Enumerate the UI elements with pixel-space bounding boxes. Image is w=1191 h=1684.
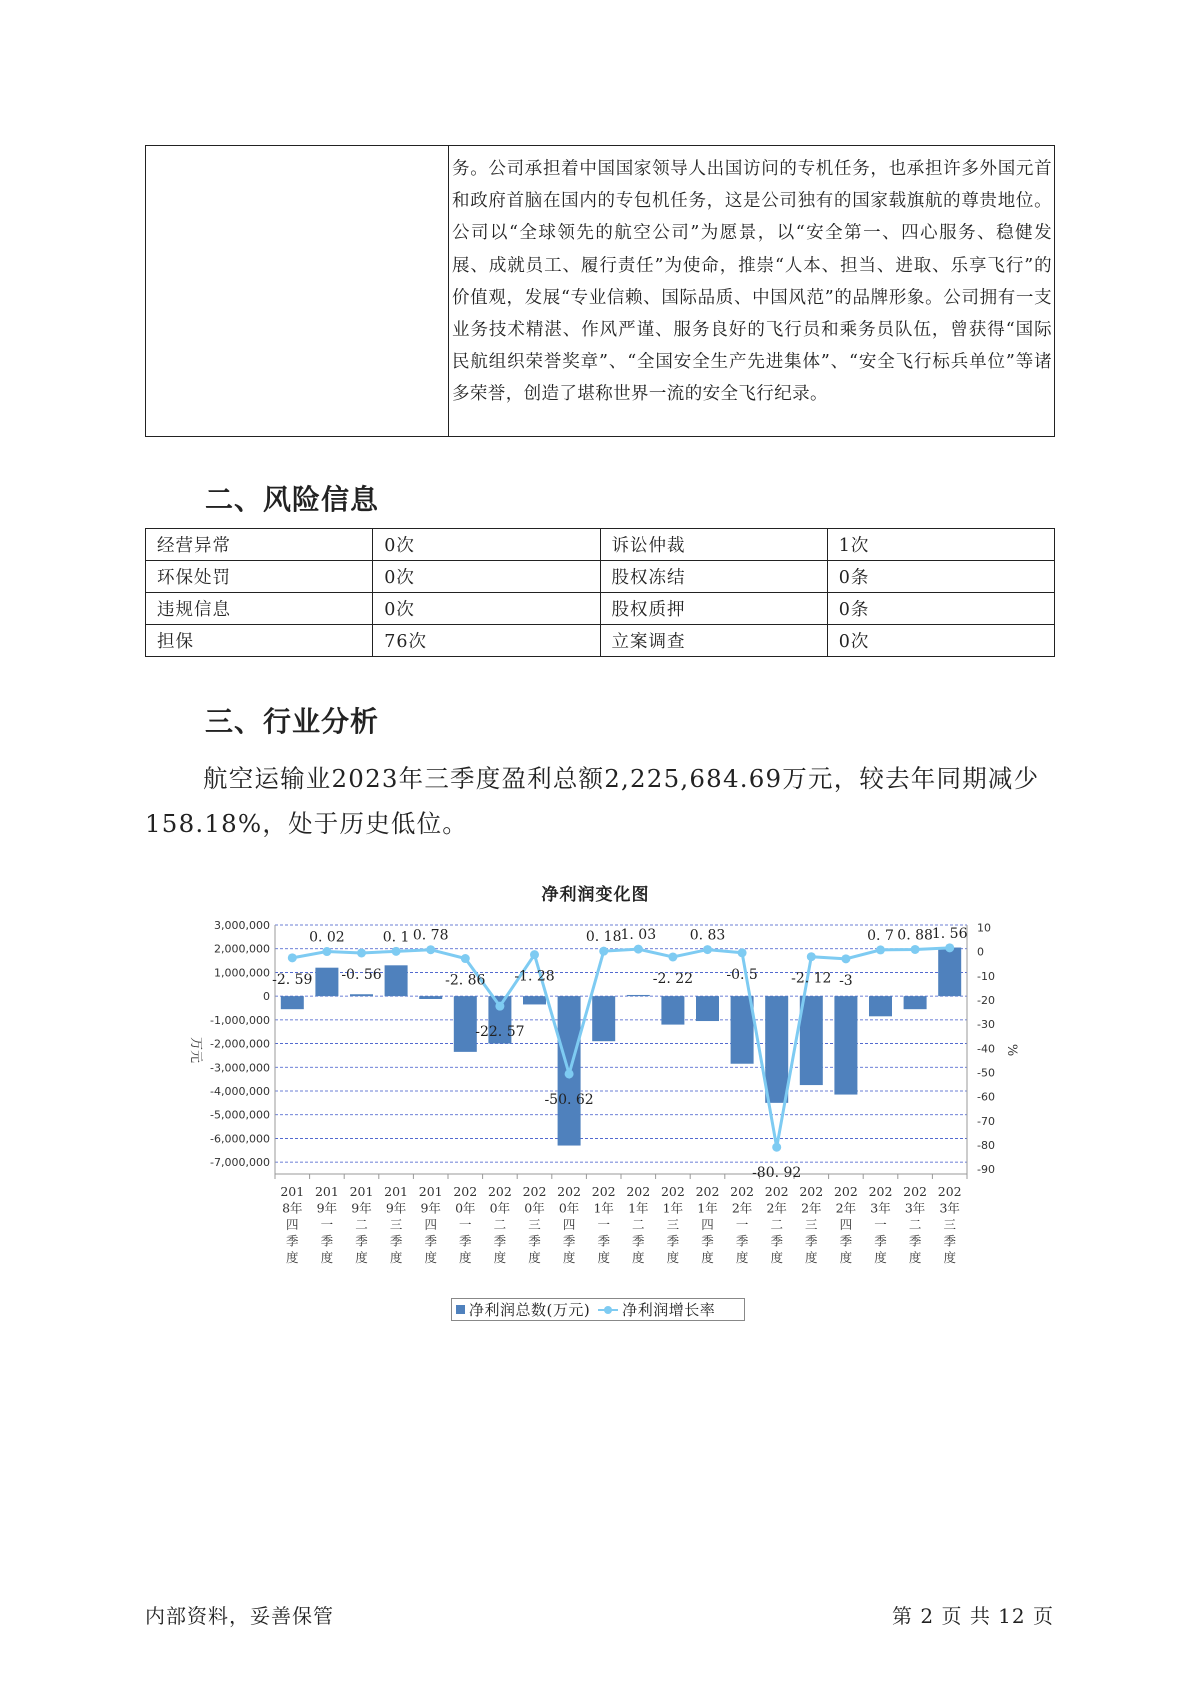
x-tick-label: 202 [453, 1184, 478, 1199]
x-tick-label: 度 [735, 1250, 749, 1265]
x-tick-label: 季 [493, 1233, 507, 1249]
bar [454, 996, 477, 1052]
x-tick-label: 度 [355, 1250, 368, 1265]
y-tick-label: -6,000,000 [210, 1132, 270, 1146]
x-tick-label: 202 [557, 1184, 582, 1199]
y2-tick-label: -50 [977, 1066, 995, 1080]
x-tick-label: 季 [666, 1233, 680, 1249]
x-tick-label: 度 [701, 1250, 714, 1265]
x-tick-label: 三 [666, 1217, 680, 1232]
growth-point [703, 945, 712, 954]
bar [419, 996, 442, 999]
x-tick-label: 1年 [628, 1200, 649, 1216]
growth-point [668, 952, 677, 961]
x-tick-label: 3年 [904, 1200, 926, 1216]
data-label: -3 [839, 972, 853, 989]
growth-point [841, 954, 850, 963]
data-label: 0. 02 [309, 929, 345, 946]
legend-item-bar [456, 1299, 590, 1320]
growth-point [426, 945, 435, 954]
data-label: -2. 12 [791, 970, 832, 987]
x-tick-label: 季 [562, 1233, 576, 1249]
x-tick-label: 四 [839, 1217, 853, 1232]
y2-tick-label: -20 [977, 993, 995, 1007]
x-tick-label: 季 [770, 1233, 783, 1249]
data-label: -22. 57 [475, 1024, 525, 1041]
bar [696, 996, 719, 1021]
x-tick-label: 度 [424, 1250, 437, 1265]
x-tick-label: 季 [943, 1233, 956, 1249]
growth-point [392, 947, 401, 956]
risk-label: 担保 [146, 625, 373, 657]
intro-text-cell [449, 146, 1055, 437]
legend-label: 净利润增长率 [622, 1301, 716, 1319]
bar [281, 996, 304, 1009]
x-tick-label: 二 [493, 1217, 507, 1232]
data-label: 1. 56 [931, 925, 968, 942]
x-tick-label: 201 [384, 1184, 409, 1199]
y-tick-label: -2,000,000 [210, 1037, 270, 1051]
bar [869, 996, 892, 1016]
y2-tick-label: -90 [977, 1163, 995, 1177]
y-tick-label: 0 [263, 990, 270, 1004]
x-tick-label: 202 [937, 1184, 962, 1199]
y2-tick-label: -30 [977, 1018, 995, 1032]
table-row [146, 529, 1055, 561]
x-tick-label: 度 [597, 1250, 610, 1265]
x-tick-label: 度 [493, 1250, 507, 1265]
x-tick-label: 季 [389, 1233, 403, 1249]
risk-label: 股权质押 [600, 593, 827, 625]
risk-heading: 二、风险信息 [205, 483, 380, 516]
x-tick-label: 季 [805, 1233, 818, 1249]
x-tick-label: 四 [701, 1217, 714, 1232]
risk-value: 0次 [373, 529, 600, 561]
x-tick-label: 0年 [489, 1200, 511, 1216]
x-tick-label: 季 [355, 1233, 368, 1249]
x-tick-label: 二 [632, 1217, 645, 1232]
risk-label: 环保处罚 [146, 561, 373, 593]
chart-legend [451, 1298, 745, 1321]
x-tick-label: 二 [770, 1217, 783, 1232]
bar [627, 995, 650, 996]
x-tick-label: 202 [522, 1184, 547, 1199]
x-tick-label: 季 [286, 1233, 299, 1249]
growth-point [599, 947, 608, 956]
bar [938, 948, 961, 997]
growth-point [565, 1069, 574, 1078]
y2-tick-label: -60 [977, 1090, 995, 1104]
x-tick-label: 202 [660, 1184, 685, 1199]
growth-point [357, 948, 366, 957]
growth-point [322, 947, 331, 956]
x-tick-label: 度 [943, 1250, 956, 1265]
bar [385, 965, 408, 996]
growth-point [945, 943, 954, 952]
x-tick-label: 度 [389, 1250, 403, 1265]
x-tick-label: 202 [868, 1184, 893, 1199]
x-tick-label: 四 [562, 1217, 576, 1232]
chart-title: 净利润变化图 [541, 885, 650, 905]
y-tick-label: -4,000,000 [210, 1085, 270, 1098]
x-tick-label: 9年 [316, 1200, 338, 1216]
x-tick-label: 度 [320, 1250, 334, 1265]
x-tick-label: 季 [597, 1233, 610, 1249]
x-tick-label: 202 [591, 1184, 616, 1199]
risk-label: 诉讼仲裁 [600, 529, 827, 561]
legend-bar-swatch [456, 1305, 465, 1314]
bar [904, 996, 927, 1009]
growth-point [495, 1002, 504, 1011]
data-label: -2. 86 [445, 972, 486, 989]
footer-note: 内部资料，妥善保管 [145, 1604, 334, 1628]
x-tick-label: 季 [874, 1233, 887, 1249]
growth-point [876, 945, 885, 954]
x-tick-label: 2年 [801, 1200, 822, 1216]
x-tick-label: 201 [418, 1184, 443, 1199]
x-tick-label: 三 [805, 1217, 818, 1232]
data-label: -2. 59 [272, 971, 313, 988]
x-tick-label: 三 [389, 1217, 403, 1232]
growth-point [772, 1143, 781, 1152]
table-row [146, 593, 1055, 625]
bar [765, 996, 788, 1103]
x-tick-label: 度 [874, 1250, 887, 1265]
x-tick-label: 季 [735, 1233, 749, 1249]
data-label: -2. 22 [652, 970, 694, 987]
y-tick-label: 3,000,000 [214, 919, 270, 932]
y-axis-title: 万元 [188, 1036, 203, 1064]
y2-tick-label: -80 [977, 1138, 995, 1152]
x-tick-label: 四 [286, 1217, 299, 1232]
data-label: -80. 92 [752, 1165, 802, 1182]
data-label: 0. 88 [897, 927, 933, 944]
bar [350, 994, 373, 996]
bar [315, 968, 338, 996]
risk-table [145, 528, 1055, 657]
x-tick-label: 202 [903, 1184, 928, 1199]
x-tick-label: 202 [833, 1184, 858, 1199]
growth-point [738, 948, 747, 957]
data-label: 0. 7 [867, 927, 894, 944]
industry-heading: 三、行业分析 [205, 705, 380, 738]
x-tick-label: 一 [735, 1217, 749, 1232]
data-label: 0. 83 [689, 927, 726, 944]
risk-label: 违规信息 [146, 593, 373, 625]
x-tick-label: 季 [528, 1233, 541, 1249]
x-tick-label: 202 [487, 1184, 512, 1199]
data-label: -0. 5 [726, 966, 758, 983]
net-profit-chart [180, 915, 1020, 1295]
x-tick-label: 二 [908, 1217, 922, 1232]
x-tick-label: 一 [597, 1217, 610, 1232]
legend-item-line [598, 1299, 715, 1320]
risk-value: 0次 [373, 593, 600, 625]
x-tick-label: 2年 [766, 1200, 787, 1216]
industry-paragraph: 航空运输业2023年三季度盈利总额2,225,684.69万元，较去年同期减少158.18%，处于历史低位。 [145, 764, 1040, 838]
y-tick-label: 1,000,000 [214, 966, 270, 980]
x-tick-label: 9年 [385, 1200, 407, 1216]
y-tick-label: 2,000,000 [214, 942, 270, 956]
x-tick-label: 2年 [731, 1200, 753, 1216]
x-tick-label: 季 [424, 1233, 437, 1249]
risk-value: 1次 [827, 529, 1054, 561]
data-label: 0. 18 [585, 929, 622, 946]
y2-tick-label: -10 [977, 969, 995, 983]
risk-value: 0条 [827, 593, 1054, 625]
risk-label: 经营异常 [146, 529, 373, 561]
y2-tick-label: -40 [977, 1042, 995, 1056]
x-tick-label: 二 [355, 1217, 368, 1232]
bar [834, 996, 857, 1094]
x-tick-label: 三 [528, 1217, 541, 1232]
y-tick-label: -3,000,000 [210, 1061, 270, 1075]
x-tick-label: 一 [874, 1217, 887, 1232]
x-tick-label: 3年 [870, 1200, 891, 1216]
bar [661, 996, 684, 1024]
intro-blank-cell [146, 146, 449, 437]
x-tick-label: 202 [730, 1184, 755, 1199]
x-tick-label: 三 [943, 1217, 956, 1232]
y-tick-label: -5,000,000 [210, 1108, 270, 1122]
x-tick-label: 201 [314, 1184, 339, 1199]
legend-line-swatch [598, 1305, 618, 1315]
x-tick-label: 201 [349, 1184, 374, 1199]
x-tick-label: 季 [632, 1233, 645, 1249]
y2-tick-label: 0 [977, 945, 984, 959]
data-label: -0. 56 [341, 966, 382, 983]
x-tick-label: 一 [320, 1217, 334, 1232]
growth-point [288, 953, 297, 962]
x-tick-label: 度 [562, 1250, 576, 1265]
x-tick-label: 202 [695, 1184, 720, 1199]
legend-label: 净利润总数(万元) [469, 1301, 591, 1319]
data-label: -50. 62 [544, 1091, 594, 1108]
x-tick-label: 度 [770, 1250, 783, 1265]
x-tick-label: 202 [764, 1184, 789, 1199]
x-tick-label: 201 [280, 1184, 305, 1199]
x-tick-label: 季 [908, 1233, 922, 1249]
x-tick-label: 9年 [351, 1200, 372, 1216]
x-tick-label: 度 [908, 1250, 922, 1265]
y2-tick-label: -70 [977, 1114, 995, 1128]
x-tick-label: 度 [632, 1250, 645, 1265]
risk-value: 76次 [373, 625, 600, 657]
x-tick-label: 0年 [455, 1200, 476, 1216]
risk-value: 0次 [827, 625, 1054, 657]
y-tick-label: -7,000,000 [210, 1156, 270, 1170]
y2-axis-title: % [1004, 1043, 1019, 1057]
company-intro-text: 务。公司承担着中国国家领导人出国访问的专机任务，也承担许多外国元首和政府首脑在国内的专包机任务，这是公司独有的国家载旗航的尊贵地位。公司以“全球领先的航空公司”为愿景，以“安全第一、四心服务、稳健发展、成就员工、履行责任”为使命，推崇“人本、担当、进取、乐享飞行”的价值观，发展“专业信赖、国际品质、中国风范”的品牌形象。公司拥有一支业务技术精湛、作风严谨、服务良好的飞行员和乘务员队伍，曾获得“国际民航组织荣誉奖章”、“全国安全生产先进集体”、“安全飞行标兵单位”等诸多荣誉，创造了堪称世界一流的安全飞行纪录。 [452, 159, 1052, 405]
growth-point [807, 952, 816, 961]
y-tick-label: -1,000,000 [210, 1013, 270, 1027]
company-intro-table [145, 145, 1055, 437]
x-tick-label: 度 [528, 1250, 541, 1265]
x-tick-label: 一 [459, 1217, 472, 1232]
table-row [146, 561, 1055, 593]
x-tick-label: 度 [666, 1250, 680, 1265]
x-tick-label: 1年 [662, 1200, 684, 1216]
page-number: 第 2 页 共 12 页 [892, 1604, 1054, 1628]
x-tick-label: 1年 [697, 1200, 718, 1216]
data-label: 1. 03 [620, 927, 657, 944]
bar [523, 996, 546, 1004]
x-tick-label: 季 [839, 1233, 853, 1249]
risk-value: 0次 [373, 561, 600, 593]
growth-point [530, 950, 539, 959]
x-tick-label: 0年 [558, 1200, 580, 1216]
bar [800, 996, 823, 1085]
x-tick-label: 季 [701, 1233, 714, 1249]
x-tick-label: 9年 [420, 1200, 441, 1216]
x-tick-label: 四 [424, 1217, 437, 1232]
table-row [146, 625, 1055, 657]
x-tick-label: 8年 [282, 1200, 303, 1216]
risk-value: 0条 [827, 561, 1054, 593]
x-tick-label: 季 [459, 1233, 472, 1249]
x-tick-label: 度 [805, 1250, 818, 1265]
x-tick-label: 度 [459, 1250, 472, 1265]
x-tick-label: 3年 [939, 1200, 960, 1216]
growth-point [911, 945, 920, 954]
data-label: -1. 28 [514, 968, 555, 985]
x-tick-label: 202 [626, 1184, 651, 1199]
bar [592, 996, 615, 1041]
x-tick-label: 度 [286, 1250, 299, 1265]
x-tick-label: 度 [839, 1250, 853, 1265]
x-tick-label: 0年 [524, 1200, 545, 1216]
x-tick-label: 202 [799, 1184, 824, 1199]
risk-label: 立案调查 [600, 625, 827, 657]
risk-label: 股权冻结 [600, 561, 827, 593]
growth-point [461, 954, 470, 963]
data-label: 0. 1 [382, 929, 410, 946]
y2-tick-label: 10 [977, 921, 991, 935]
x-tick-label: 季 [320, 1233, 334, 1249]
growth-point [634, 945, 643, 954]
data-label: 0. 78 [412, 927, 449, 944]
x-tick-label: 1年 [593, 1200, 614, 1216]
x-tick-label: 2年 [835, 1200, 857, 1216]
